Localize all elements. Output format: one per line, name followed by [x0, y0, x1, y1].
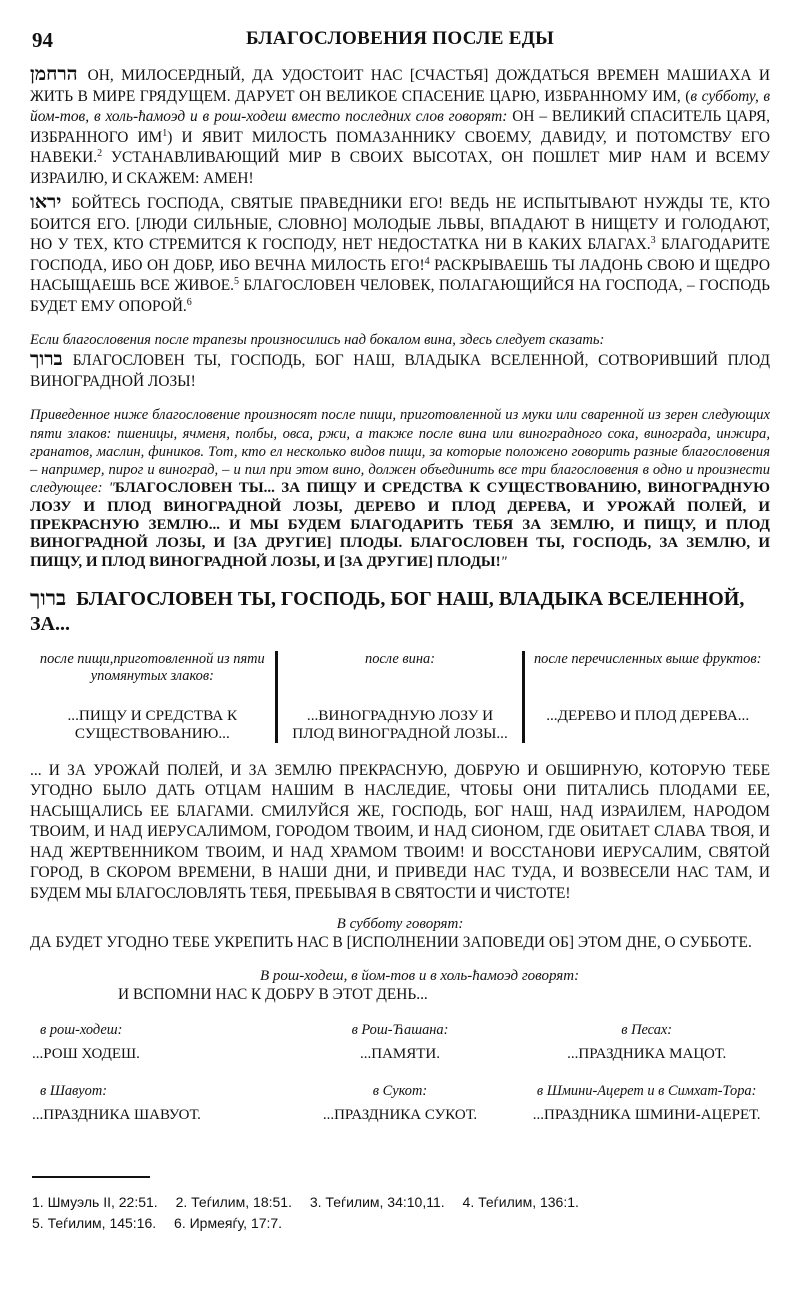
footnotes — [30, 1192, 770, 1234]
holiday-insert: ...РОШ ХОДЕШ. — [32, 1045, 140, 1062]
running-title: БЛАГОСЛОВЕНИЯ ПОСЛЕ ЕДЫ — [245, 28, 555, 49]
hebrew-keyword: ברוך — [30, 348, 63, 371]
footnote-divider — [32, 1176, 150, 1178]
wine-instruction: Если благословения после трапезы произносились над бокалом вина, здесь следует сказать: — [30, 332, 605, 348]
holiday-insert: ...ПАМЯТИ. — [359, 1045, 440, 1062]
paragraph-yiru — [30, 192, 770, 317]
text-segment: ОН, МИЛОСЕРДНЫЙ, ДА УДОСТОИТ НАС [СЧАСТЬЯ] ДОЖДАТЬСЯ ВРЕМЕН МАШИАХА И ЖИТЬ В МИРЕ ГРЯДУЩЕМ. ДАРУЕТ ОН ВЕЛИКОЕ СПАСЕНИЕ ЦАРЮ, ИЗБРАННОМУ ИМ, ( — [30, 67, 770, 105]
holiday-condition: в Сукот: — [372, 1082, 428, 1099]
holiday-insert: ...ПРАЗДНИКА ШАВУОТ. — [32, 1106, 201, 1123]
text-segment: РАСКРЫВАЕШЬ ТЫ ЛАДОНЬ СВОЮ И ЩЕДРО НАСЫЩАЕШЬ ВСЕ ЖИВОЕ. — [30, 256, 770, 294]
page-header — [30, 24, 770, 64]
variant-text: ...ВИНОГРАДНУЮ ЛОЗУ И ПЛОД ВИНОГРАДНОЙ ЛОЗЫ... — [292, 706, 508, 742]
italic-instruction: в субботу, в йом-тов, в холь-ћамоэд и в рош-ходеш вместо последних слов говорят: — [30, 87, 771, 125]
holiday-cell — [30, 1022, 277, 1063]
holiday-instruction: В рош-ходеш, в йом-тов и в холь-ћамоэд говорят: — [260, 967, 580, 984]
text-segment: БЛАГОДАРИТЕ ГОСПОДА, ИБО ОН ДОБР, ИБО ВЕЧНА МИЛОСТЬ ЕГО! — [30, 236, 770, 274]
blessing-variants — [30, 651, 770, 743]
paragraph-harachaman — [30, 64, 770, 189]
variant-condition: после перечисленных выше фруктов: — [533, 650, 762, 667]
main-blessing-body: ... И ЗА УРОЖАЙ ПОЛЕЙ, И ЗА ЗЕМЛЮ ПРЕКРАСНУЮ, ДОБРУЮ И ОБШИРНУЮ, КОТОРУЮ ТЕБЕ УГОДНО БЫЛО ДАТЬ ОТЦАМ НАШИМ В НАСЛЕДИЕ, ЧТОБЫ ОНИ ПИТАЛИСЬ ПЛОДАМИ ЕЕ, НАСЫЩАЛИСЬ ЕЕ БЛАГАМИ. СМИЛУЙСЯ ЖЕ, ГОСПОДЬ, БОГ НАШ, НАД ИЗРАИЛЕМ, НАРОДОМ ТВОИМ, И НАД ИЕРУСАЛИМОМ, ГОРОДОМ ТВОИМ, И НАД СИОНОМ, ГДЕ ОБИТАЕТ СЛАВА ТВОЯ, И НАД ЖЕРТВЕННИКОМ ТВОИМ, И НАД ХРАМОМ ТВОИМ! И ВОССТАНОВИ ИЕРУСАЛИМ, СВЯТОЙ ГОРОД, В СКОРОМ ВРЕМЕНИ, В НАШИ ДНИ, И ПРИВЕДИ НАС ТУДА, И ВОЗВЕСЕЛИ НАС ТАМ, И БУДЕМ МЫ БЛАГОСЛОВЛЯТЬ ТЕБЯ, ПРЕБЫВАЯ В СВЯТОСТИ И ЧИСТОТЕ! — [30, 761, 770, 902]
variant-text: ...ПИЩУ И СРЕДСТВА К СУЩЕСТВОВАНИЮ... — [67, 706, 238, 742]
holiday-cell — [277, 1083, 524, 1124]
holiday-condition: в Песах: — [621, 1021, 673, 1038]
variant-column — [30, 651, 275, 743]
main-blessing-opening — [30, 585, 770, 637]
grain-instruction — [30, 406, 770, 571]
text-segment: Приведенное ниже благословение произносят после пищи, приготовленной из муки или сваренной из зерен следующих пяти злаков: пшеницы, ячменя, полбы, овса, ржи, а также после вина или виноградного сока, винограда, инжира, гранатов, маслин, фиников. Тот, кто ел несколько видов пищи, за которые положено говорить разные благословения – например, пирог и виноград, – и пил при этом вино, должен объединить все три благословения в одно и произнести следующее: " — [30, 407, 770, 497]
shabbat-text: ДА БУДЕТ УГОДНО ТЕБЕ УКРЕПИТЬ НАС В [ИСПОЛНЕНИИ ЗАПОВЕДИ ОБ] ЭТОМ ДНЕ, О СУББОТЕ. — [30, 934, 752, 952]
text-segment: БЛАГОСЛОВЕН ТЫ, ГОСПОДЬ, БОГ НАШ, ВЛАДЫКА ВСЕЛЕННОЙ, ЗА... — [30, 587, 745, 635]
text-segment: ) И ЯВИТ МИЛОСТЬ ПОМАЗАННИКУ СВОЕМУ, ДАВИДУ, И ПОТОМСТВУ ЕГО НАВЕКИ. — [30, 128, 770, 166]
text-segment: БЛАГОСЛОВЕН ЧЕЛОВЕК, ПОЛАГАЮЩИЙСЯ НА ГОСПОДА, – ГОСПОДЬ БУДЕТ ЕМУ ОПОРОЙ. — [30, 277, 771, 315]
holiday-variants — [30, 1022, 770, 1124]
holiday-cell — [30, 1083, 277, 1124]
hebrew-keyword: יראו — [30, 191, 62, 213]
footnote: 4. Теѓилим, 136:1. — [462, 1193, 579, 1210]
holiday-condition: в Шавуот: — [40, 1082, 108, 1099]
footnote-ref: 2 — [97, 147, 103, 159]
shabbat-instruction: В субботу говорят: — [336, 916, 464, 933]
footnote-ref: 5 — [233, 275, 239, 287]
holiday-cell — [523, 1083, 770, 1124]
hebrew-keyword: הרחמן — [30, 63, 78, 85]
footnote: 3. Теѓилим, 34:10,11. — [309, 1193, 445, 1210]
holiday-condition: в рош-ходеш: — [40, 1021, 123, 1038]
text-segment: БЛАГОСЛОВЕН ТЫ, ГОСПОДЬ, БОГ НАШ, ВЛАДЫКА ВСЕЛЕННОЙ, СОТВОРИВШИЙ ПЛОД ВИНОГРАДНОЙ ЛОЗЫ! — [30, 352, 770, 390]
holiday-insert: ...ПРАЗДНИКА ШМИНИ-АЦЕРЕТ. — [532, 1106, 761, 1123]
combined-blessing-text: БЛАГОСЛОВЕН ТЫ... ЗА ПИЩУ И СРЕДСТВА К СУЩЕСТВОВАНИЮ, ВИНОГРАДНУЮ ЛОЗУ И ПЛОД ВИНОГРАДНОЙ ЛОЗЫ, ДЕРЕВО И ПЛОД ДЕРЕВА, И УРОЖАЙ ПОЛЕЙ, И ПРЕКРАСНУЮ ЗЕМЛЮ... И МЫ БУДЕМ БЛАГОДАРИТЬ ТЕБЯ ЗА ЗЕМЛЮ, И ПИЩУ, И ПЛОД ВИНОГРАДНОЙ ЛОЗЫ, И [ЗА ДРУГИЕ] ПЛОДЫ. БЛАГОСЛОВЕН ТЫ, ГОСПОДЬ, ЗА ЗЕМЛЮ, И ПИЩУ, И ПЛОД ВИНОГРАДНОЙ ЛОЗЫ, И [ЗА ДРУГИЕ] ПЛОДЫ! — [30, 480, 770, 570]
hebrew-keyword: ברוך — [30, 584, 67, 610]
variant-column — [275, 651, 523, 743]
variant-text: ...ДЕРЕВО И ПЛОД ДЕРЕВА... — [546, 706, 750, 724]
holiday-condition: в Шмини-Ацерет и в Симхат-Тора: — [536, 1082, 757, 1099]
footnote: 6. Ирмеяѓу, 17:7. — [174, 1214, 283, 1231]
variant-condition: после вина: — [365, 650, 435, 667]
variant-condition: после пищи,приготовленной из пяти упомянутых злаков: — [39, 650, 265, 684]
page-number: 94 — [32, 28, 53, 52]
holiday-cell — [523, 1022, 770, 1063]
footnote-ref: 1 — [162, 127, 168, 139]
text-segment: " — [500, 553, 507, 570]
variant-column — [522, 651, 770, 743]
footnote-ref: 6 — [186, 296, 192, 308]
footnote-ref: 3 — [650, 234, 656, 246]
holiday-text: И ВСПОМНИ НАС К ДОБРУ В ЭТОТ ДЕНЬ... — [118, 985, 428, 1003]
text-segment: ОН – ВЕЛИКИЙ СПАСИТЕЛЬ ЦАРЯ, ИЗБРАННОГО ИМ — [30, 108, 771, 146]
text-segment: УСТАНАВЛИВАЮЩИЙ МИР В СВОИХ ВЫСОТАХ, ОН ПОШЛЕТ МИР НАМ И ВСЕМУ ИЗРАИЛЮ, И СКАЖЕМ: АМЕН! — [30, 149, 770, 187]
wine-blessing — [30, 349, 770, 392]
holiday-cell — [277, 1022, 524, 1063]
footnote-ref: 4 — [424, 255, 430, 267]
footnote: 2. Теѓилим, 18:51. — [175, 1193, 292, 1210]
holiday-insert: ...ПРАЗДНИКА МАЦОТ. — [567, 1045, 727, 1062]
footnote: 5. Теѓилим, 145:16. — [32, 1214, 157, 1231]
footnote: 1. Шмуэль II, 22:51. — [32, 1193, 158, 1210]
holiday-insert: ...ПРАЗДНИКА СУКОТ. — [322, 1106, 478, 1123]
text-segment: БОЙТЕСЬ ГОСПОДА, СВЯТЫЕ ПРАВЕДНИКИ ЕГО! ВЕДЬ НЕ ИСПЫТЫВАЮТ НУЖДЫ ТЕ, КТО БОИТСЯ ЕГО. [ЛЮДИ СИЛЬНЫЕ, СЛОВНО] МОЛОДЫЕ ЛЬВЫ, ВПАДАЮТ В НИЩЕТУ И ГОЛОДАЮТ, НО У ТЕХ, КТО СТРЕМИТСЯ К ГОСПОДУ, НЕТ НЕДОСТАТКА НИ В КАКИХ БЛАГАХ. — [30, 195, 770, 253]
holiday-condition: в Рош-Ћашана: — [351, 1021, 449, 1038]
